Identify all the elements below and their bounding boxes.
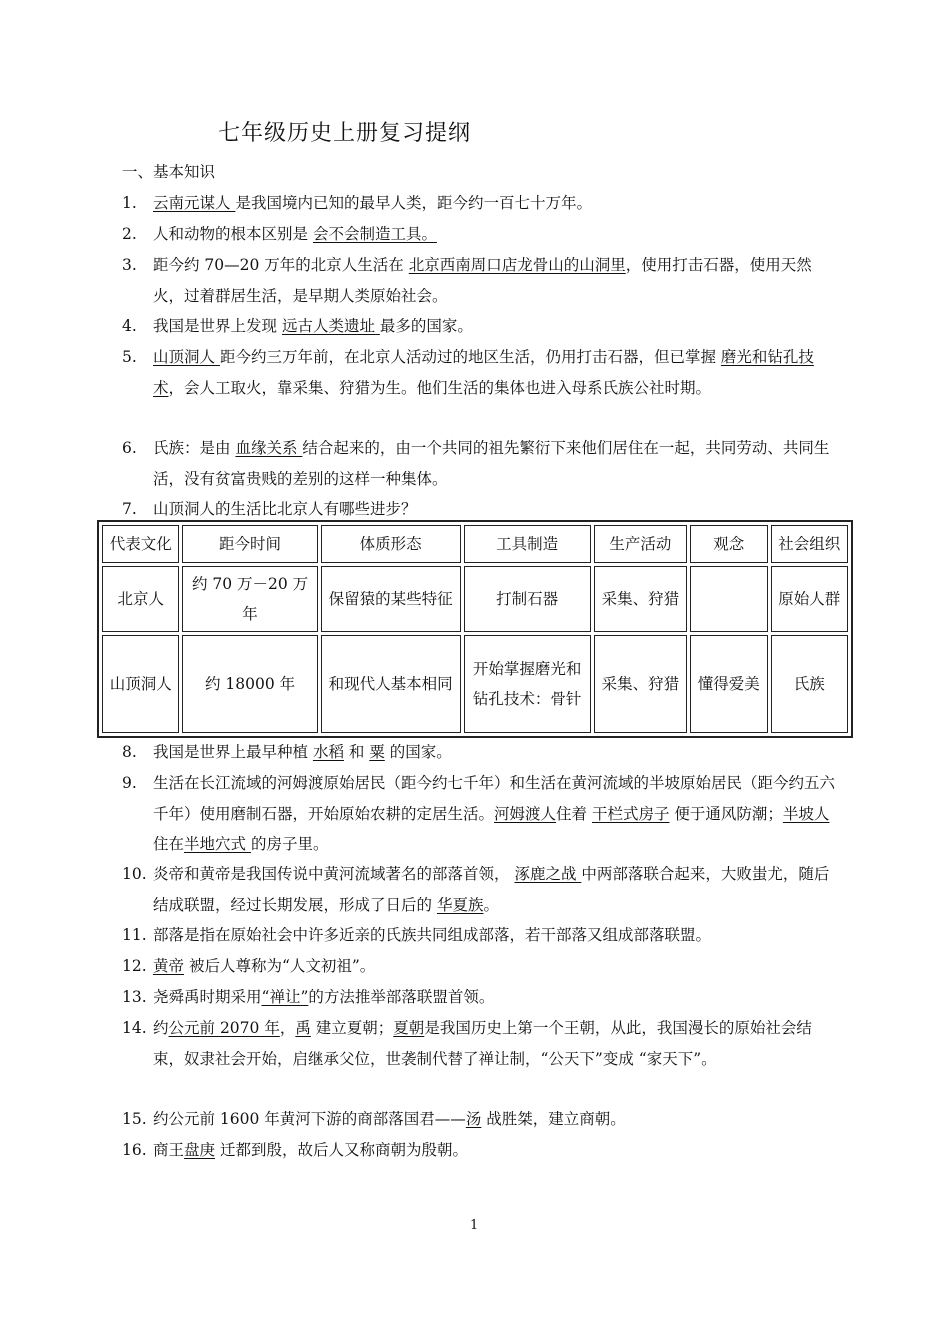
- list-item: [122, 951, 842, 982]
- list-item: [122, 311, 842, 342]
- item-text-segment: 战胜桀，建立商朝。: [481, 1110, 626, 1128]
- item-text: [153, 342, 842, 403]
- table-cell: 北京人: [102, 566, 179, 632]
- item-text: [153, 982, 842, 1013]
- item-text: [153, 188, 842, 219]
- item-text-segment: 人和动物的根本区别是: [153, 225, 313, 243]
- item-number: 5.: [122, 348, 137, 366]
- list-item: [122, 768, 842, 860]
- list-item: [122, 920, 842, 951]
- table-cell: 打制石器: [464, 566, 591, 632]
- underlined-answer: 山顶洞人: [153, 348, 220, 366]
- item-text-segment: 商王: [153, 1141, 185, 1159]
- item-text-segment: 的方法推举部落联盟首领。: [308, 988, 495, 1006]
- item-number: 12.: [122, 957, 147, 975]
- item-text-segment: 是我国境内已知的最早人类，距今约一百七十万年。: [235, 194, 592, 212]
- page-number: 1: [470, 1218, 479, 1233]
- item-text-segment: 迁都到殷，故后人又称商朝为殷朝。: [215, 1141, 468, 1159]
- underlined-answer: 北京西南周口店龙骨山的山洞里: [408, 256, 626, 274]
- item-text-segment: 。: [483, 895, 499, 914]
- table-header-cell: 工具制造: [464, 525, 591, 563]
- table-header-cell: 观念: [690, 525, 767, 563]
- item-number: 16.: [122, 1141, 147, 1159]
- item-text-segment: 的房子里。: [250, 835, 329, 853]
- list-item: [122, 188, 842, 219]
- table-cell: 约 18000 年: [182, 635, 317, 733]
- table-cell: 采集、狩猎: [594, 566, 687, 632]
- item-number: 13.: [122, 988, 147, 1006]
- list-item: [122, 342, 842, 403]
- underlined-answer: 公元前 2070 年: [168, 1019, 280, 1037]
- item-number: 6.: [122, 439, 137, 457]
- item-text-segment: 住在: [153, 835, 185, 853]
- item-text-segment: 约: [153, 1019, 169, 1037]
- item-text: [153, 250, 842, 311]
- item-text-segment: 约公元前 1600 年黄河下游的商部落国君——: [153, 1110, 466, 1128]
- item-number: 3.: [122, 256, 137, 274]
- underlined-answer: 粟: [369, 743, 385, 761]
- underlined-answer: 河姆渡人: [494, 804, 557, 823]
- table-header-cell: 生产活动: [594, 525, 687, 563]
- item-text-segment: 被后人尊称为“人文初祖”。: [184, 957, 376, 975]
- list-item: [122, 1135, 842, 1166]
- table-cell: 氏族: [771, 635, 848, 733]
- list-item: [122, 219, 842, 250]
- table-cell: 和现代人基本相同: [321, 635, 461, 733]
- underlined-answer: 云南元谋人: [153, 194, 236, 212]
- item-text-segment: 最多的国家。: [379, 317, 473, 335]
- item-number: 7.: [122, 500, 137, 518]
- item-text-segment: 和: [343, 743, 370, 761]
- item-text-segment: ，会人工取火，靠采集、狩猎为生。他们生活的集体也进入母系氏族公社时期。: [168, 378, 712, 397]
- item-text-segment: ，使用打击石器，使用天然火，过着群居生活，是早期人类原始社会。: [153, 256, 812, 305]
- item-text: [153, 951, 842, 982]
- table-cell: 懂得爱美: [690, 635, 767, 733]
- list-item: [122, 1104, 842, 1135]
- item-text-segment: 尧舜禹时期采用: [153, 988, 262, 1006]
- item-text: [153, 859, 842, 920]
- item-text: [153, 737, 842, 768]
- underlined-answer: 禹: [295, 1019, 311, 1037]
- table-cell: 山顶洞人: [102, 635, 179, 733]
- underlined-answer: 半地穴式: [184, 835, 251, 853]
- item-text-segment: 山顶洞人的生活比北京人有哪些进步？: [153, 500, 417, 518]
- table-cell: [690, 566, 767, 632]
- comparison-table: [97, 520, 853, 738]
- table-header-row: [102, 525, 848, 563]
- item-text: [153, 433, 842, 494]
- item-text: [153, 1104, 842, 1135]
- item-number: 11.: [122, 926, 147, 944]
- underlined-answer: 盘庚: [184, 1141, 216, 1159]
- item-number: 8.: [122, 743, 137, 761]
- underlined-answer: 磨光和钻孔技术: [153, 348, 814, 397]
- item-text-segment: 住着: [556, 804, 592, 823]
- table-row: [102, 566, 848, 632]
- underlined-answer: 半坡人: [782, 804, 830, 823]
- item-number: 9.: [122, 774, 137, 792]
- list-item: [122, 982, 842, 1013]
- table-cell: 保留猿的某些特征: [321, 566, 461, 632]
- item-text: [153, 768, 842, 860]
- item-number: 2.: [122, 225, 137, 243]
- item-text-segment: 结合起来的，由一个共同的祖先繁衍下来他们居住在一起，共同劳动、共同生活，没有贫富贵贱的差别的这样一种集体。: [153, 439, 830, 488]
- page-title: 七年级历史上册复习提纲: [218, 121, 472, 146]
- section-heading: 一、基本知识: [122, 163, 216, 181]
- table-row: [102, 635, 848, 733]
- item-number: 14.: [122, 1019, 147, 1037]
- list-item: [122, 433, 842, 494]
- item-number: 4.: [122, 317, 137, 335]
- item-text-segment: 建立夏朝；: [310, 1019, 394, 1037]
- underlined-answer: 血缘关系: [235, 439, 303, 457]
- underlined-answer: 涿鹿之战: [514, 865, 582, 883]
- item-text-segment: 距今约三万年前，在北京人活动过的地区生活，仍用打击石器，但已掌握: [219, 348, 721, 366]
- table-header-cell: 代表文化: [102, 525, 179, 563]
- item-text: [153, 1135, 842, 1166]
- list-item: [122, 1013, 842, 1074]
- item-text-segment: 是我国历史上第一个王朝，从此，我国漫长的原始社会结束，奴隶社会开始，启继承父位，世袭制代替了禅让制，“公天下”变成 “家天下”。: [153, 1019, 812, 1068]
- underlined-answer: 夏朝: [393, 1019, 425, 1037]
- list-item: [122, 250, 842, 311]
- item-text-segment: ，: [279, 1019, 296, 1037]
- item-text-segment: 中两部落联合起来，大败蚩尤，随后结成联盟，经过长期发展，形成了日后的: [153, 865, 830, 914]
- item-number: 15.: [122, 1110, 147, 1128]
- item-text-segment: 我国是世界上发现: [153, 317, 282, 335]
- list-item: [122, 859, 842, 920]
- underlined-answer: 汤: [465, 1110, 482, 1128]
- list-item: [122, 737, 842, 768]
- underlined-answer: “禅让”: [261, 988, 309, 1006]
- table-cell: 原始人群: [771, 566, 848, 632]
- item-text-segment: 的国家。: [384, 743, 452, 761]
- underlined-answer: 远古人类遗址: [281, 317, 380, 335]
- underlined-answer: 黄帝: [153, 957, 185, 975]
- item-text: [153, 1013, 842, 1074]
- underlined-answer: 会不会制造工具。: [312, 225, 437, 243]
- item-text: [153, 920, 842, 951]
- table-cell: 开始掌握磨光和钻孔技术：骨针: [464, 635, 591, 733]
- table-cell: 采集、狩猎: [594, 635, 687, 733]
- table-cell: 约 70 万－20 万年: [182, 566, 317, 632]
- table-header-cell: 体质形态: [321, 525, 461, 563]
- item-text-segment: 我国是世界上最早种植: [153, 743, 313, 761]
- item-text-segment: 生活在长江流域的河姆渡原始居民（距今约七千年）和生活在黄河流域的半坡原始居民（距今约五六千年）使用磨制石器，开始原始农耕的定居生活。: [153, 774, 836, 823]
- underlined-answer: 华夏族: [436, 895, 484, 914]
- item-text-segment: 氏族：是由: [153, 439, 236, 457]
- table-header-cell: 距今时间: [182, 525, 317, 563]
- item-text-segment: 距今约 70—20 万年的北京人生活在: [153, 256, 409, 274]
- underlined-answer: 干栏式房子: [591, 804, 670, 823]
- underlined-answer: 水稻: [312, 743, 344, 761]
- item-number: 10.: [122, 865, 147, 883]
- item-text-segment: 部落是指在原始社会中许多近亲的氏族共同组成部落，若干部落又组成部落联盟。: [153, 926, 712, 944]
- item-text: [153, 219, 842, 250]
- item-number: 1.: [122, 194, 137, 212]
- table-header-cell: 社会组织: [771, 525, 848, 563]
- item-text: [153, 311, 842, 342]
- item-text-segment: 炎帝和黄帝是我国传说中黄河流域著名的部落首领，: [153, 865, 515, 883]
- item-text-segment: 便于通风防潮；: [669, 804, 783, 823]
